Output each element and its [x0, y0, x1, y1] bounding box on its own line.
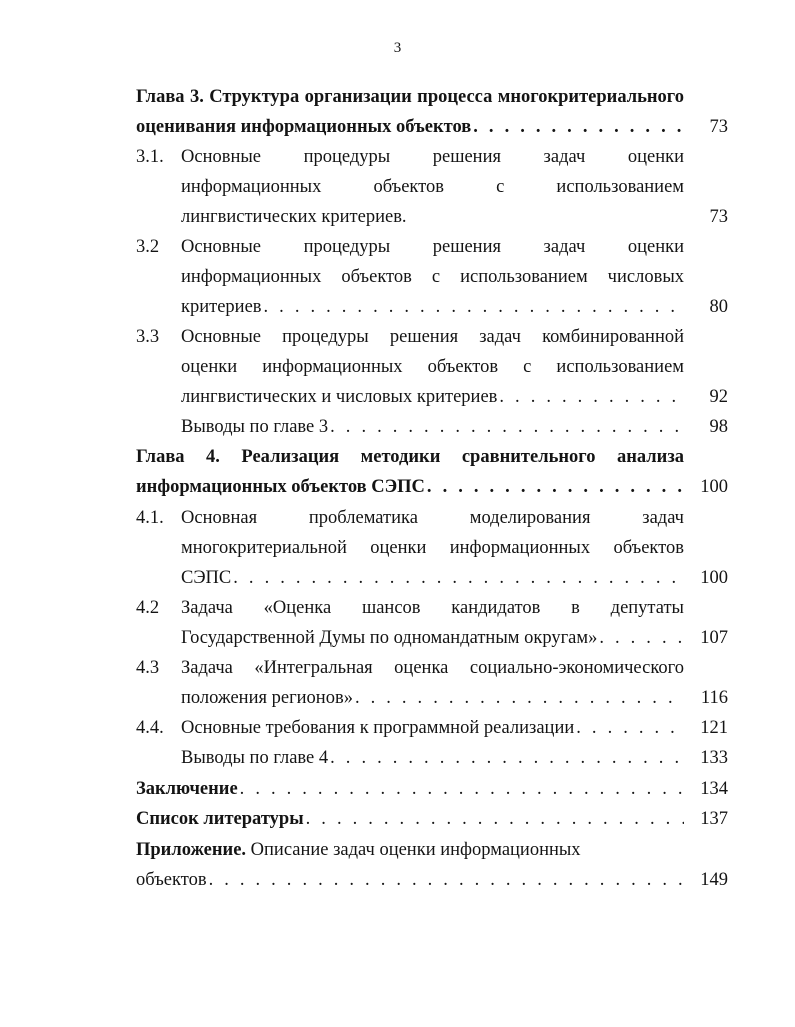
dot-leader — [576, 713, 684, 743]
dot-leader — [240, 774, 684, 804]
appendix-line-2 — [136, 865, 684, 895]
section-3-2-line-3 — [181, 292, 684, 322]
conclusion-entry — [136, 774, 684, 804]
chapter-3-title-text: оценивания информационных объектов — [136, 117, 472, 137]
conclusions-3-text: Выводы по главе 3 — [181, 417, 329, 437]
references-entry — [136, 804, 684, 834]
section-4-4-page: 121 — [700, 718, 728, 738]
references-text: Список литературы — [136, 809, 304, 829]
section-4-4-text: Основные требования к программной реализации — [181, 718, 575, 738]
section-3-2-number: 3.2 — [136, 237, 160, 257]
section-3-3-number: 3.3 — [136, 327, 160, 347]
dot-leader — [209, 865, 684, 895]
section-4-2-line-1: Задача «Оценка шансов кандидатов в депутаты — [181, 598, 684, 618]
chapter-4-title-text: информационных объектов СЭПС — [136, 477, 425, 497]
chapter-4-page: 100 — [700, 477, 728, 497]
chapter-3-title-line-1: Глава 3. Структура организации процесса многокритериального — [136, 87, 684, 107]
chapter-3-title-line-2 — [136, 112, 684, 142]
conclusion-text: Заключение — [136, 779, 238, 799]
section-3-1-line-2: информационных объектов с использованием — [181, 177, 684, 197]
section-3-2-page: 80 — [709, 297, 728, 317]
dot-leader — [330, 412, 684, 442]
section-4-3-line-1: Задача «Интегральная оценка социально-экономического — [181, 658, 684, 678]
conclusions-3 — [181, 412, 684, 442]
section-4-1-text: СЭПС — [181, 568, 232, 588]
section-4-3-page: 116 — [700, 688, 728, 708]
section-4-1-page: 100 — [700, 568, 728, 588]
conclusions-4 — [181, 743, 684, 773]
conclusion-page: 134 — [700, 779, 728, 799]
section-4-1-number: 4.1. — [136, 508, 164, 528]
chapter-4-title-line-2 — [136, 472, 684, 502]
section-3-1-line-3: лингвистических критериев. — [181, 207, 407, 227]
section-3-3-line-2: оценки информационных объектов с использованием — [181, 357, 684, 377]
dot-leader — [599, 623, 684, 653]
appendix-page: 149 — [700, 870, 728, 890]
conclusions-4-page: 133 — [700, 748, 728, 768]
section-4-2-page: 107 — [700, 628, 728, 648]
chapter-3-page: 73 — [709, 117, 728, 137]
section-4-3-line-2 — [181, 683, 684, 713]
section-4-3-number: 4.3 — [136, 658, 160, 678]
section-4-4-number: 4.4. — [136, 718, 164, 738]
section-3-3-text: лингвистических и числовых критериев — [181, 387, 498, 407]
appendix-title: Описание задач оценки информационных — [250, 840, 581, 860]
conclusions-3-page: 98 — [709, 417, 728, 437]
dot-leader — [330, 743, 684, 773]
section-4-1-line-3 — [181, 563, 684, 593]
section-3-1-number: 3.1. — [136, 147, 164, 167]
conclusions-4-text: Выводы по главе 4 — [181, 748, 329, 768]
section-4-2-text: Государственной Думы по одномандатным округам» — [181, 628, 598, 648]
section-4-1-line-1: Основная проблематика моделирования задач — [181, 508, 684, 528]
section-3-2-text: критериев — [181, 297, 262, 317]
section-3-3-page: 92 — [709, 387, 728, 407]
page-number: 3 — [393, 40, 402, 56]
appendix-line-1 — [136, 835, 581, 865]
dot-leader — [427, 472, 684, 502]
section-3-1-line-1: Основные процедуры решения задач оценки — [181, 147, 684, 167]
section-4-2-line-2 — [181, 623, 684, 653]
references-page: 137 — [700, 809, 728, 829]
section-3-2-line-1: Основные процедуры решения задач оценки — [181, 237, 684, 257]
chapter-4-title-line-1: Глава 4. Реализация методики сравнительного анализа — [136, 447, 684, 467]
section-3-1-page: 73 — [709, 207, 728, 227]
section-3-2-line-2: информационных объектов с использованием числовых — [181, 267, 684, 287]
dot-leader — [499, 382, 684, 412]
appendix-title-end: объектов — [136, 870, 207, 890]
section-4-2-number: 4.2 — [136, 598, 160, 618]
dot-leader — [355, 683, 684, 713]
section-3-3-line-1: Основные процедуры решения задач комбинированной — [181, 327, 684, 347]
section-4-3-text: положения регионов» — [181, 688, 353, 708]
section-3-3-line-3 — [181, 382, 684, 412]
dot-leader — [264, 292, 684, 322]
dot-leader — [473, 112, 684, 142]
section-4-4-line-1 — [181, 713, 684, 743]
appendix-label: Приложение. — [136, 840, 247, 860]
dot-leader — [233, 563, 684, 593]
dot-leader — [306, 804, 684, 834]
section-4-1-line-2: многокритериальной оценки информационных объектов — [181, 538, 684, 558]
